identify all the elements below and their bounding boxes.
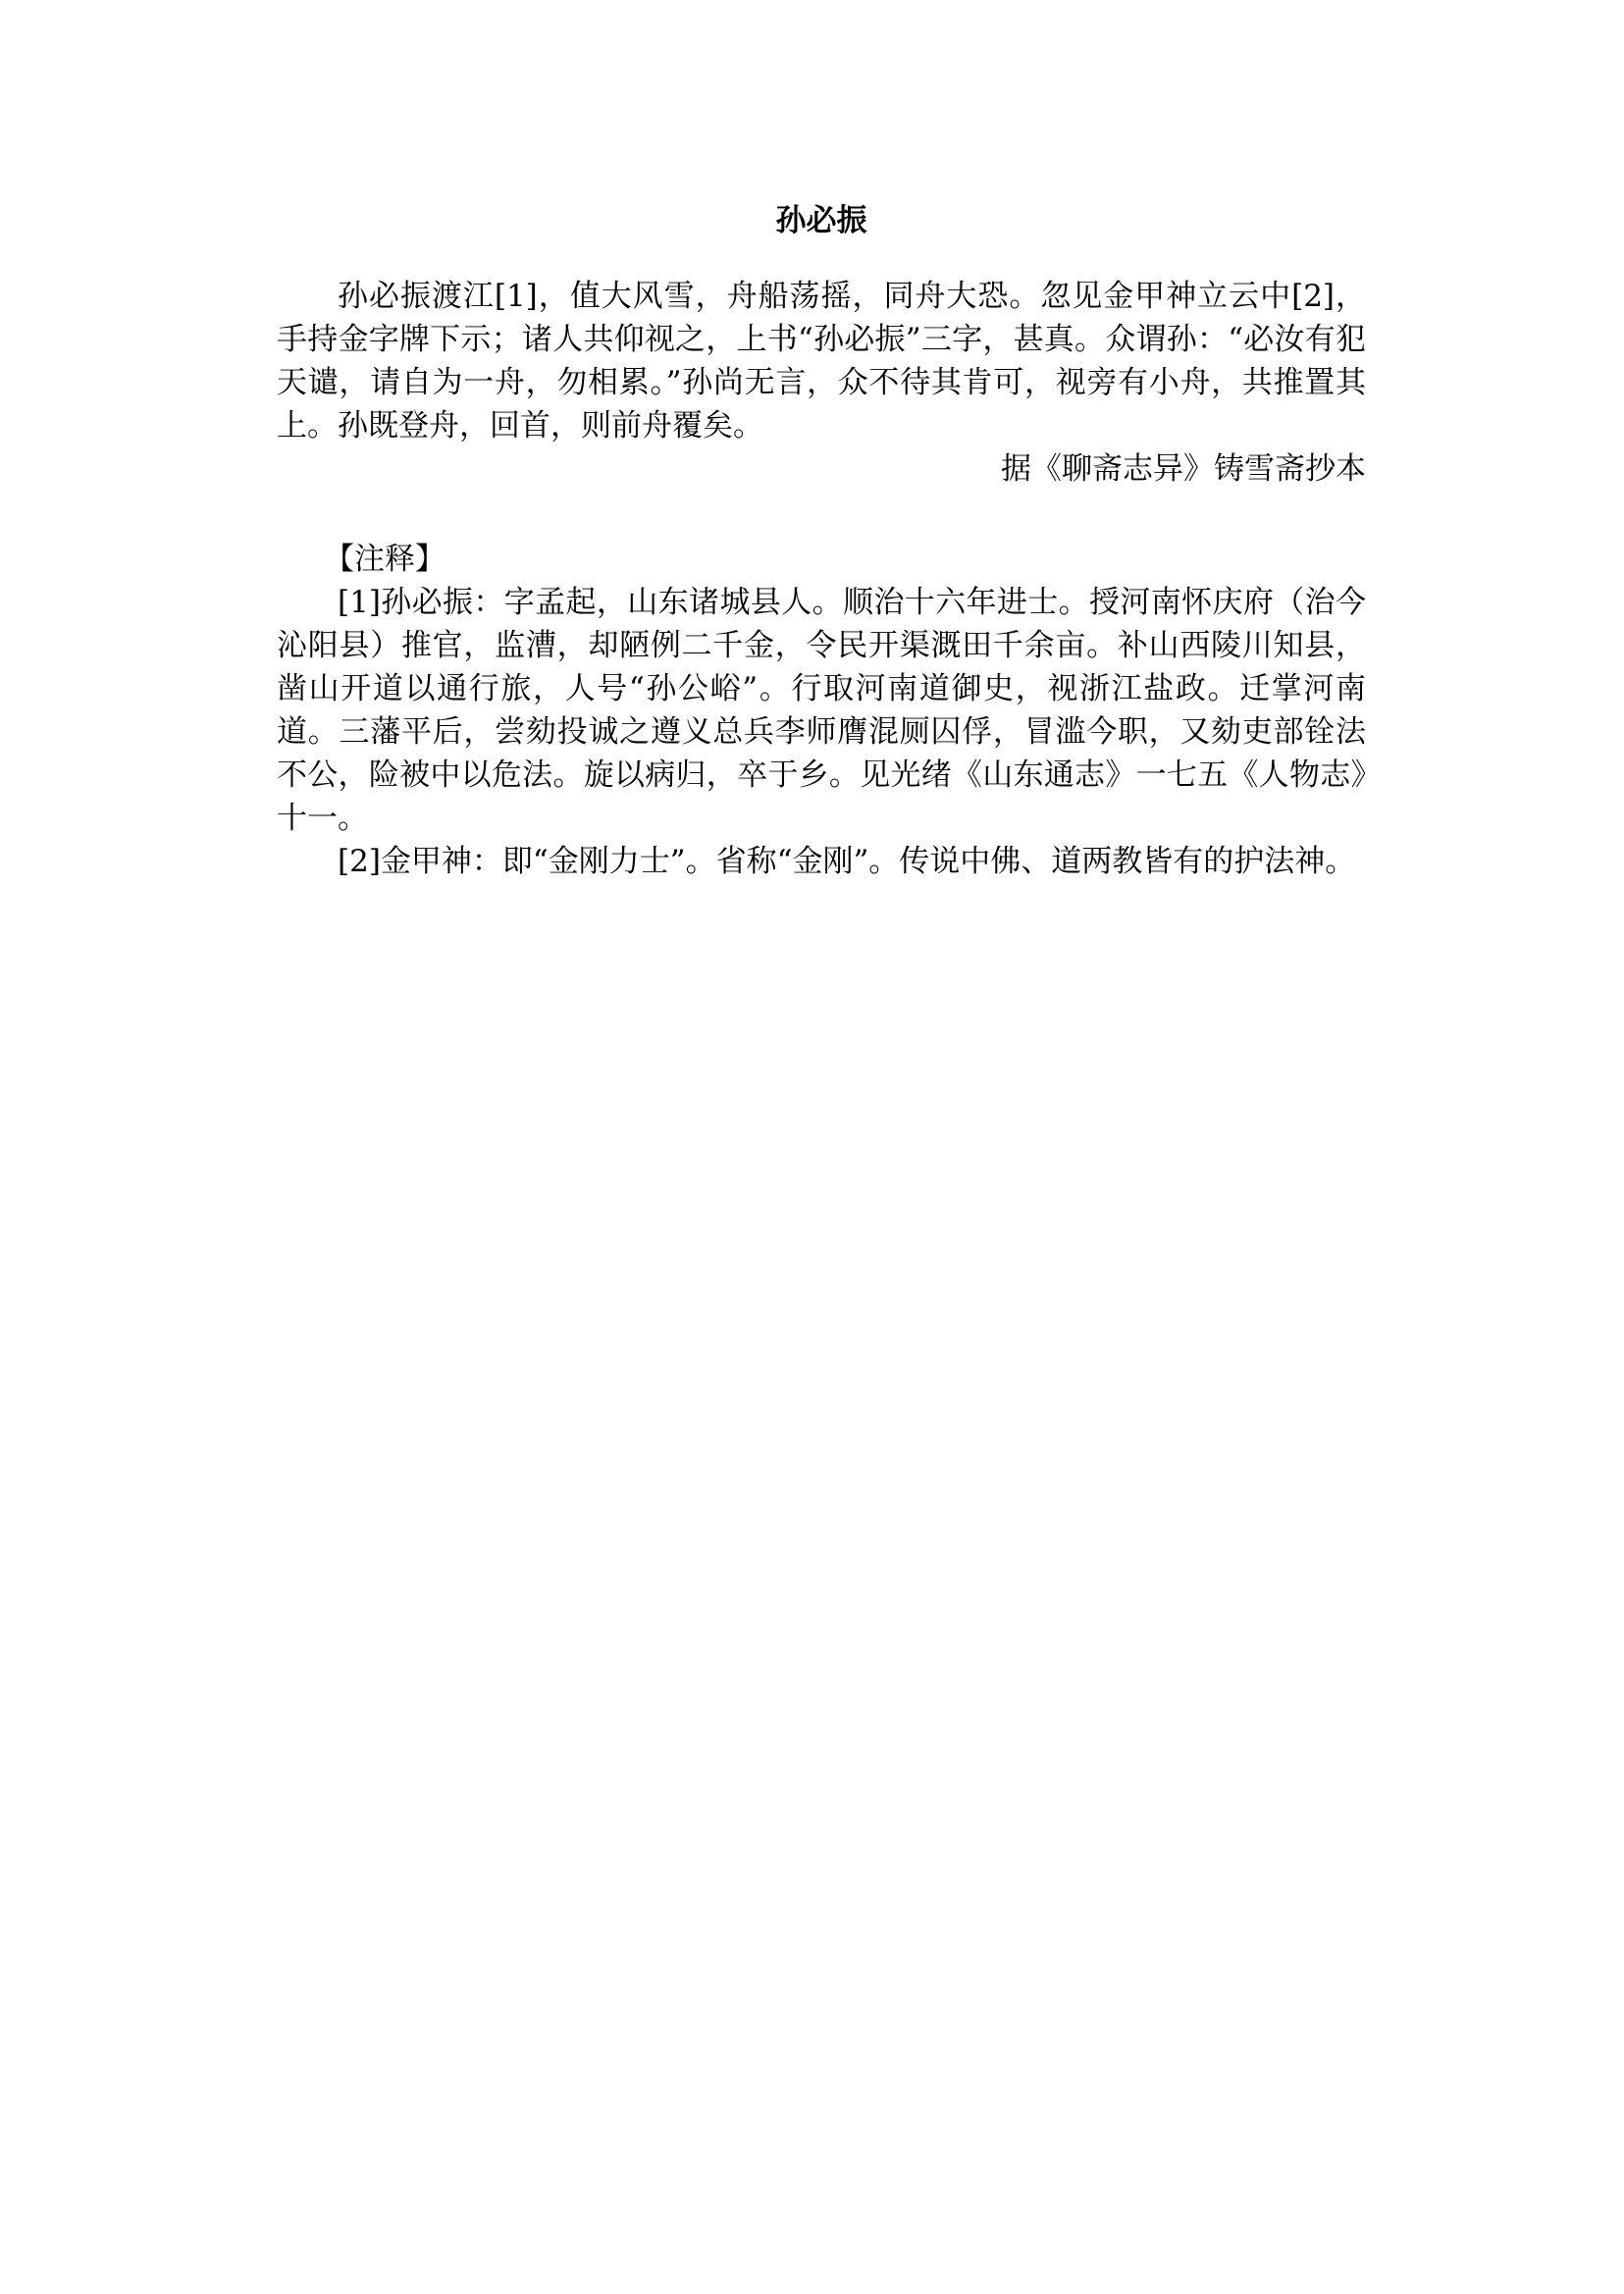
document-page — [277, 191, 1366, 883]
source-citation: 据《聊斋志异》铸雪斋抄本 — [1001, 451, 1366, 487]
story-body: 孙必振渡江[1]，值大风雪，舟船荡摇，同舟大恐。忽见金甲神立云中[2]，手持金字牌下示；诸人共仰视之，上书“孙必振”三字，甚真。众谓孙：“必汝有犯天谴，请自为一舟，勿相累。”孙尚无言，众不待其肯可，视旁有小舟，共推置其上。孙既登舟，回首，则前舟覆矣。 — [277, 279, 1366, 443]
story-title: 孙必振 — [775, 203, 867, 238]
notes-heading: 【注释】 — [324, 542, 445, 577]
note-item: [2]金甲神：即“金刚力士”。省称“金刚”。传说中佛、道两教皆有的护法神。 — [338, 844, 1356, 879]
note-item: [1]孙必振：字孟起，山东诸城县人。顺治十六年进士。授河南怀庆府（治今沁阳县）推官，监漕，却陋例二千金，令民开渠溉田千余亩。补山西陵川知县，凿山开道以通行旅，人号“孙公峪”。行取河南道御史，视浙江盐政。迁掌河南道。三藩平后，尝劾投诚之遵义总兵李师膺混厕囚俘，冒滥今职，又劾吏部铨法不公，险被中以危法。旋以病归，卒于乡。见光绪《山东通志》一七五《人物志》十一。 — [277, 585, 1366, 836]
